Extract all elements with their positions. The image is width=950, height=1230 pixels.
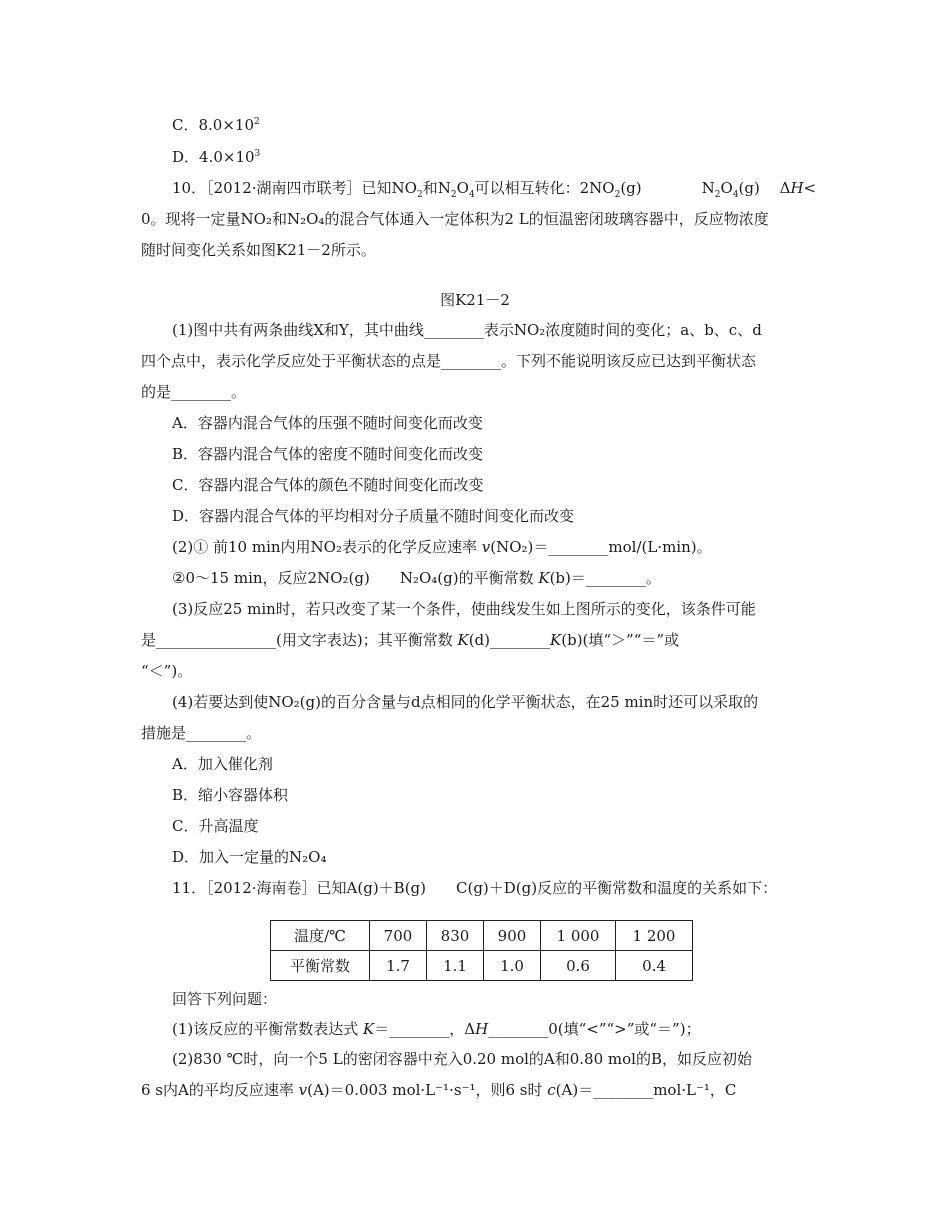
- q11-part2-line2: [141, 1080, 736, 1100]
- q10-part1-line2: 四个点中，表示化学反应处于平衡状态的点是________。下列不能说明该反应已达到平衡状态: [141, 352, 757, 370]
- q11-answer-prompt: 回答下列问题：: [172, 990, 278, 1008]
- text: K: [550, 631, 562, 649]
- text: (A)＝0.003 mol·L⁻¹·s⁻¹，则6 s时: [307, 1081, 548, 1099]
- text: H: [790, 179, 804, 197]
- option-d-value: 4.0×10: [199, 148, 255, 166]
- text: H: [475, 1020, 489, 1038]
- text: K: [457, 631, 469, 649]
- text: (d)________: [468, 631, 551, 649]
- q10-part1-option-d: D．容器内混合气体的平均相对分子质量不随时间变化而改变: [172, 507, 575, 525]
- q10-part1-option-a: A．容器内混合气体的压强不随时间变化而改变: [172, 414, 483, 432]
- table-cell: 1.1: [427, 951, 484, 981]
- q9-option-d: [172, 147, 260, 167]
- q10-part3-line3: “＜”)。: [141, 662, 193, 680]
- q10-part2-line1: [172, 537, 712, 557]
- text: 是________________(用文字表达)；其平衡常数: [141, 631, 458, 649]
- q10-line1: 10．［2012·湖南四市联考］已知$NO_2$和$N_2O_4$可以相互转化：$2NO_2(g)$ $N_2O_4(g)$ ΔH<: [172, 179, 817, 200]
- text: 10．［2012·湖南四市联考］已知NO: [172, 179, 417, 197]
- q10-part4-option-c: C．升高温度: [172, 817, 259, 835]
- text: (b)＝________。: [549, 569, 661, 587]
- q10-part4-option-d: D．加入一定量的N₂O₄: [172, 848, 327, 866]
- table-cell: 0.4: [616, 951, 693, 981]
- q10-line2: 0。现将一定量NO₂和N₂O₄的混合气体通入一定体积为2 L的恒温密闭玻璃容器中，反应物浓度: [141, 210, 769, 228]
- text: v: [481, 538, 491, 556]
- q10-part3-line2: [141, 630, 679, 650]
- text: 可以相互转化：2NO: [474, 179, 615, 197]
- option-c-value: 8.0×10: [198, 116, 254, 134]
- text: (NO₂)＝________mol/(L·min)。: [490, 538, 712, 556]
- text: c: [547, 1081, 556, 1099]
- text: ________0(填“<”“>”或“＝”)；: [488, 1020, 701, 1038]
- table-cell: 温度/℃: [271, 921, 370, 951]
- q10-part2-line2: [172, 568, 661, 588]
- figure-caption: 图K21－2: [440, 291, 510, 309]
- q10-part4-line1: (4)若要达到使NO₂(g)的百分含量与d点相同的化学平衡状态，在25 min时还可以采取的: [172, 693, 759, 711]
- table-cell: 平衡常数: [271, 951, 370, 981]
- text: ②0～15 min，反应2NO₂(g) N₂O₄(g)的平衡常数: [172, 569, 539, 587]
- option-d-exponent: 3: [254, 149, 261, 159]
- q10-part3-line1: (3)反应25 min时，若只改变了某一个条件，使曲线发生如上图所示的变化，该条件可能: [172, 600, 756, 618]
- table-cell: 1 200: [616, 921, 693, 951]
- table-cell: 700: [370, 921, 427, 951]
- text: K: [538, 569, 550, 587]
- text: (A)＝________mol·L⁻¹，C: [555, 1081, 737, 1099]
- text: (1)该反应的平衡常数表达式: [172, 1020, 364, 1038]
- table-cell: 830: [427, 921, 484, 951]
- q10-part1-line1: (1)图中共有两条曲线X和Y，其中曲线________表示NO₂浓度随时间的变化；a、b、c、d: [172, 321, 762, 339]
- q10-line3: 随时间变化关系如图K21－2所示。: [141, 241, 376, 259]
- table-cell: 900: [484, 921, 541, 951]
- option-c-exponent: 2: [254, 117, 260, 127]
- text: O: [720, 179, 733, 197]
- text: <: [803, 179, 817, 197]
- q9-option-c: [172, 115, 260, 135]
- q11-intro: 11．［2012·海南卷］已知A(g)＋B(g) C(g)＋D(g)反应的平衡常数和温度的关系如下：: [172, 879, 778, 897]
- table-cell: 1.7: [370, 951, 427, 981]
- table-cell: 1 000: [541, 921, 616, 951]
- text: K: [363, 1020, 375, 1038]
- text: (b)(填“＞”“＝”或: [561, 631, 680, 649]
- option-c-label: C．: [172, 116, 199, 134]
- table-cell: 1.0: [484, 951, 541, 981]
- table-row: [271, 951, 693, 981]
- text: ＝________，Δ: [374, 1020, 476, 1038]
- equilibrium-constant-table: [270, 920, 693, 981]
- text: (2)① 前10 min内用NO₂表示的化学反应速率: [172, 538, 482, 556]
- q11-part2-line1: (2)830 ℃时，向一个5 L的密闭容器中充入0.20 mol的A和0.80 mol的B，如反应初始: [172, 1050, 752, 1068]
- text: 6 s内A的平均反应速率: [141, 1081, 299, 1099]
- text: (g) Δ: [738, 179, 791, 197]
- q10-part1-line3: 的是________。: [141, 383, 247, 401]
- q10-part4-option-a: A．加入催化剂: [172, 755, 273, 773]
- q10-part4-option-b: B．缩小容器体积: [172, 786, 289, 804]
- table-row: [271, 921, 693, 951]
- q10-part1-option-b: B．容器内混合气体的密度不随时间变化而改变: [172, 445, 484, 463]
- q10-part1-option-c: C．容器内混合气体的颜色不随时间变化而改变: [172, 476, 484, 494]
- table-cell: 0.6: [541, 951, 616, 981]
- q11-part1: [172, 1019, 701, 1039]
- text: v: [298, 1081, 308, 1099]
- text: (g): [620, 179, 642, 197]
- text: N: [701, 179, 715, 197]
- option-d-label: D．: [172, 148, 200, 166]
- text: O: [456, 179, 469, 197]
- text: 和N: [422, 179, 451, 197]
- q10-part4-line2: 措施是________。: [141, 724, 262, 742]
